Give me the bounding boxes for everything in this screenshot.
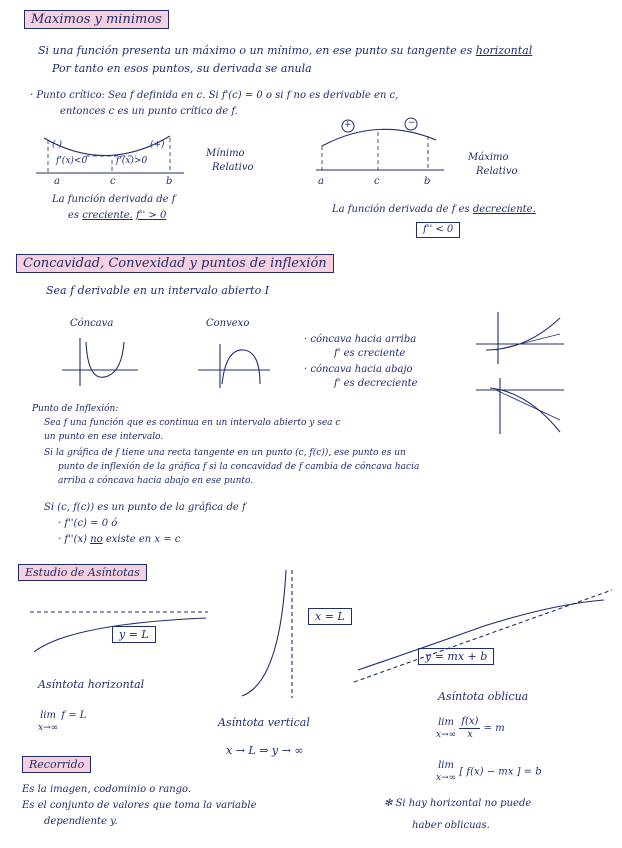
o-lim1: lim: [438, 716, 454, 728]
convex-label: Convexo: [206, 318, 250, 329]
o-lim1-sub: x→∞: [436, 729, 457, 740]
inflexion-title: Punto de Inflexión:: [32, 404, 119, 414]
max-axis-b: b: [424, 176, 431, 187]
horizontal-limit: [38, 710, 86, 734]
o-lim2: lim: [438, 760, 454, 771]
inflexion-line-3: Si la gráfica de f tiene una recta tangente en un punto (c, f(c)), ese punto es un: [44, 448, 406, 458]
h-lim-sub: x→∞: [38, 723, 59, 733]
max-axis-a: a: [318, 176, 324, 187]
max-note: [332, 204, 536, 216]
inflexion-condition-1: Si (c, f(c)) es un punto de la gráfica de f: [44, 502, 246, 513]
intro-line-2: Por tanto en esos puntos, su derivada se anula: [52, 62, 312, 75]
min-axis-a: a: [54, 176, 60, 187]
max-caption-1: Máximo: [468, 152, 509, 163]
oblique-note-1-text: Si hay horizontal no puede: [395, 798, 532, 809]
section-title-asintotas: Estudio de Asíntotas: [18, 564, 147, 581]
min-caption-1: Mínimo: [206, 148, 245, 159]
horizontal-asymptote-box: y = L: [112, 626, 156, 643]
bullet-concave-down-1: · cóncava hacia abajo: [304, 364, 413, 375]
inflexion-condition-3: [58, 534, 180, 546]
oblique-limit-m: [436, 716, 505, 741]
concavity-intro: Sea f derivable en un intervalo abierto I: [46, 284, 270, 297]
o-lim2-expr: [ f(x) − mx ] = b: [459, 766, 542, 778]
concave-label: Cóncava: [70, 318, 114, 329]
min-sign-right: (+): [150, 140, 165, 150]
cond3-no: no: [90, 534, 103, 545]
recorrido-line-1: Es la imagen, codominio o rango.: [22, 784, 192, 795]
o-frac-den: x: [467, 729, 473, 740]
tangent-up-figure: [476, 310, 566, 366]
min-sign-left: (-): [52, 140, 63, 150]
oblique-note-1: ✻ Si hay horizontal no puede: [384, 798, 532, 809]
min-caption-2: Relativo: [212, 162, 254, 173]
oblique-note-2: haber oblicuas.: [412, 820, 490, 831]
inflexion-condition-2: · f''(c) = 0 ó: [58, 518, 118, 529]
intro-line-1: [38, 44, 568, 57]
o-lim1-result: = m: [483, 723, 505, 734]
max-curve: [322, 129, 436, 146]
min-note-2-prefix: es: [68, 210, 80, 221]
section-title-maximos: Maximos y minimos: [24, 10, 169, 29]
bullet-concave-down-2: f' es decreciente: [334, 378, 418, 389]
min-note-2-word: creciente.: [82, 210, 133, 221]
inflexion-line-5: arriba a cóncava hacia abajo en ese punto.: [58, 476, 254, 486]
section-title-concavidad: Concavidad, Convexidad y puntos de inflexión: [16, 254, 334, 273]
max-caption-2: Relativo: [476, 166, 518, 177]
convex-figure: [198, 340, 272, 390]
intro-line-1-text: Si una función presenta un máximo o un mínimo, en ese punto su tangente es: [38, 44, 473, 57]
oblique-asymptote-figure: [354, 586, 614, 686]
max-plus-sign: +: [344, 120, 352, 130]
recorrido-line-2: Es el conjunto de valores que toma la variable: [22, 800, 257, 811]
oblique-limit-b: [436, 760, 542, 784]
max-note-word: decreciente.: [472, 204, 536, 215]
inflexion-line-2: un punto en ese intervalo.: [44, 432, 164, 442]
min-axis-b: b: [166, 176, 173, 187]
min-note-1: La función derivada de f: [52, 194, 176, 205]
inflexion-line-1: Sea f una función que es continua en un intervalo abierto y sea c: [44, 418, 341, 428]
max-note-formula: f'' < 0: [416, 222, 460, 238]
min-note-2-formula: f'' > 0: [136, 210, 167, 221]
bullet-concave-up-1: · cóncava hacia arriba: [304, 334, 417, 345]
cond3-part-b: existe en x = c: [105, 534, 181, 545]
vertical-asymptote-box: x = L: [308, 608, 352, 625]
section-title-recorrido: Recorrido: [22, 756, 91, 773]
vertical-asymptote-formula: x → L ⇒ y → ∞: [226, 744, 304, 757]
min-fprime-negative: f'(x)<0: [56, 156, 88, 166]
h-lim: lim: [40, 710, 56, 721]
o-lim2-sub: x→∞: [436, 773, 457, 783]
max-axis-c: c: [374, 176, 380, 187]
min-fprime-positive: f'(x)>0: [116, 156, 148, 166]
horizontal-asymptote-caption: Asíntota horizontal: [38, 678, 145, 691]
intro-horizontal-word: horizontal: [475, 44, 533, 57]
critical-point-line-2: entonces c es un punto crítico de f.: [60, 106, 238, 117]
vertical-asymptote-figure: [240, 570, 320, 700]
oblique-asymptote-caption: Asíntota oblicua: [438, 690, 529, 703]
inflexion-line-4: punto de inflexión de la gráfica f si la concavidad de f cambia de cóncava hacia: [58, 462, 420, 472]
oblique-asymptote-box: y = mx + b: [418, 648, 494, 665]
vertical-asymptote-caption: Asíntota vertical: [218, 716, 310, 729]
o-frac-num: f(x): [461, 716, 479, 727]
max-minus-sign: −: [408, 118, 416, 128]
cond3-part-a: · f''(x): [58, 534, 87, 545]
critical-point-line-1: · Punto crítico: Sea f definida en c. Si f'(c) = 0 o si f no es derivable en c,: [30, 90, 399, 101]
recorrido-line-3: dependiente y.: [44, 816, 118, 827]
min-axis-c: c: [110, 176, 116, 187]
max-note-prefix: La función derivada de f es: [332, 204, 470, 215]
bullet-concave-up-2: f' es creciente: [334, 348, 406, 359]
h-lim-expr: f = L: [61, 710, 87, 721]
min-note-2: [68, 210, 166, 222]
concave-figure: [62, 334, 138, 388]
